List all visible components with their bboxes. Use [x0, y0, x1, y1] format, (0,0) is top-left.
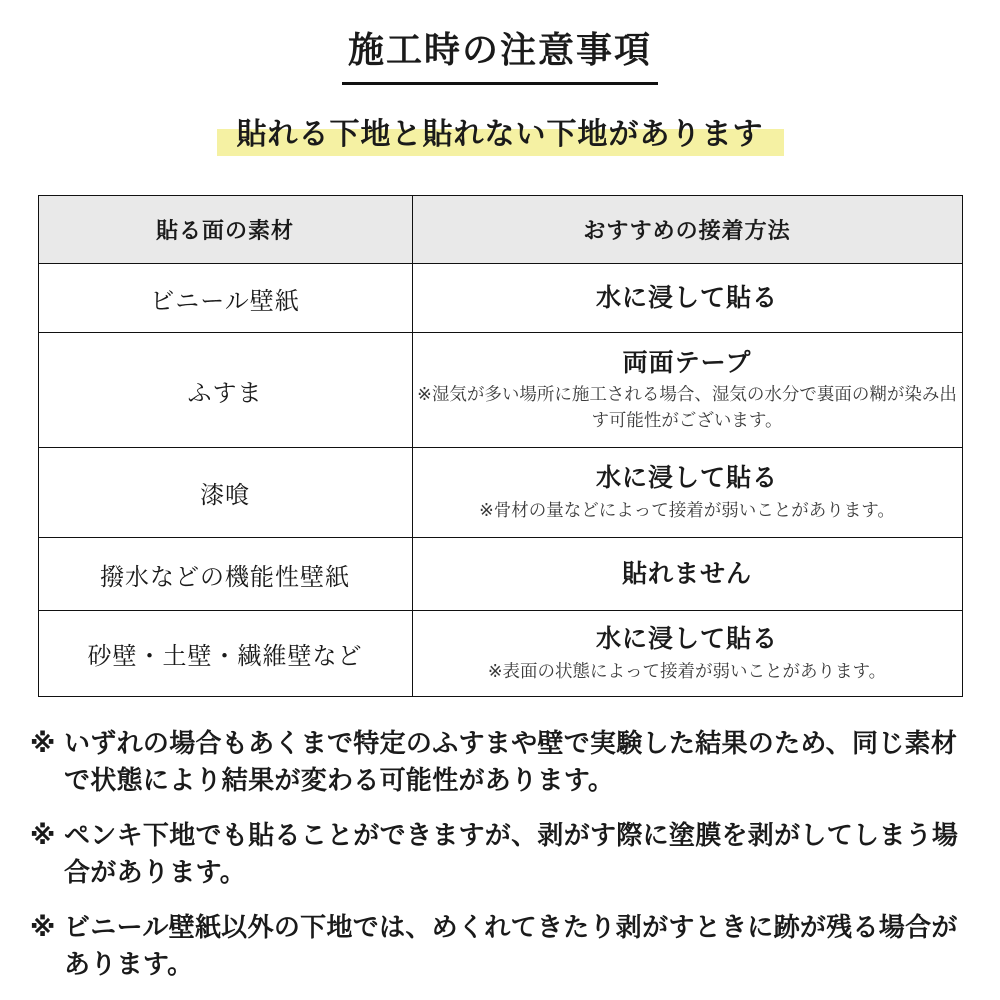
title-wrap [0, 22, 1000, 85]
material-cell: ビニール壁紙 [38, 264, 412, 333]
table-row-water-repellent [38, 538, 962, 611]
footnote-text: ビニール壁紙以外の下地では、めくれてきたり剥がすときに跡が残る場合があります。 [64, 911, 958, 980]
method-main: 水に浸して貼る [595, 283, 778, 312]
method-main: 水に浸して貼る [595, 625, 778, 654]
table-row-fusuma [38, 333, 962, 448]
footnote-text: ペンキ下地でも貼ることができますが、剥がす際に塗膜を剥がしてしまう場合があります。 [64, 819, 959, 888]
material-cell: 漆喰 [38, 448, 412, 538]
method-main: 貼れません [621, 559, 752, 588]
method-cell [412, 538, 962, 611]
method-cell [412, 264, 962, 333]
method-note: ※骨材の量などによって接着が弱いことがあります。 [479, 499, 895, 520]
method-main: 両面テープ [622, 348, 752, 377]
table-row-sand-wall [38, 611, 962, 697]
material-cell: ふすま [38, 333, 412, 448]
method-note: ※表面の状態によって接着が弱いことがあります。 [487, 660, 887, 681]
table-header-row [38, 196, 962, 264]
material-cell: 撥水などの機能性壁紙 [38, 538, 412, 611]
footnotes-section [30, 725, 974, 984]
subtitle-wrap [0, 116, 1000, 156]
adhesion-methods-table [38, 195, 963, 697]
footnote-marker: ※ [30, 728, 56, 758]
table-row-plaster [38, 448, 962, 538]
footnote [30, 817, 974, 892]
material-cell: 砂壁・土壁・繊維壁など [38, 611, 412, 697]
method-note: ※湿気が多い場所に施工される場合、湿気の水分で裏面の糊が染み出す可能性がございます。 [417, 384, 957, 431]
footnote-marker: ※ [30, 911, 56, 942]
method-main: 水に浸して貼る [595, 464, 778, 493]
method-cell [412, 611, 962, 697]
footnote-text: いずれの場合もあくまで特定のふすまや壁で実験した結果のため、同じ素材で状態により結果が変わる可能性があります。 [64, 728, 958, 796]
method-cell [412, 333, 962, 448]
method-cell [412, 448, 962, 538]
subtitle-highlight: 貼れる下地と貼れない下地があります [217, 116, 784, 156]
footnote [30, 725, 974, 800]
footnote [30, 909, 974, 984]
col-header-material: 貼る面の素材 [38, 196, 412, 264]
page-title: 施工時の注意事項 [342, 22, 658, 85]
table-row-vinyl-wallpaper [38, 264, 962, 333]
footnote-marker: ※ [30, 819, 56, 850]
col-header-method: おすすめの接着方法 [412, 196, 962, 264]
